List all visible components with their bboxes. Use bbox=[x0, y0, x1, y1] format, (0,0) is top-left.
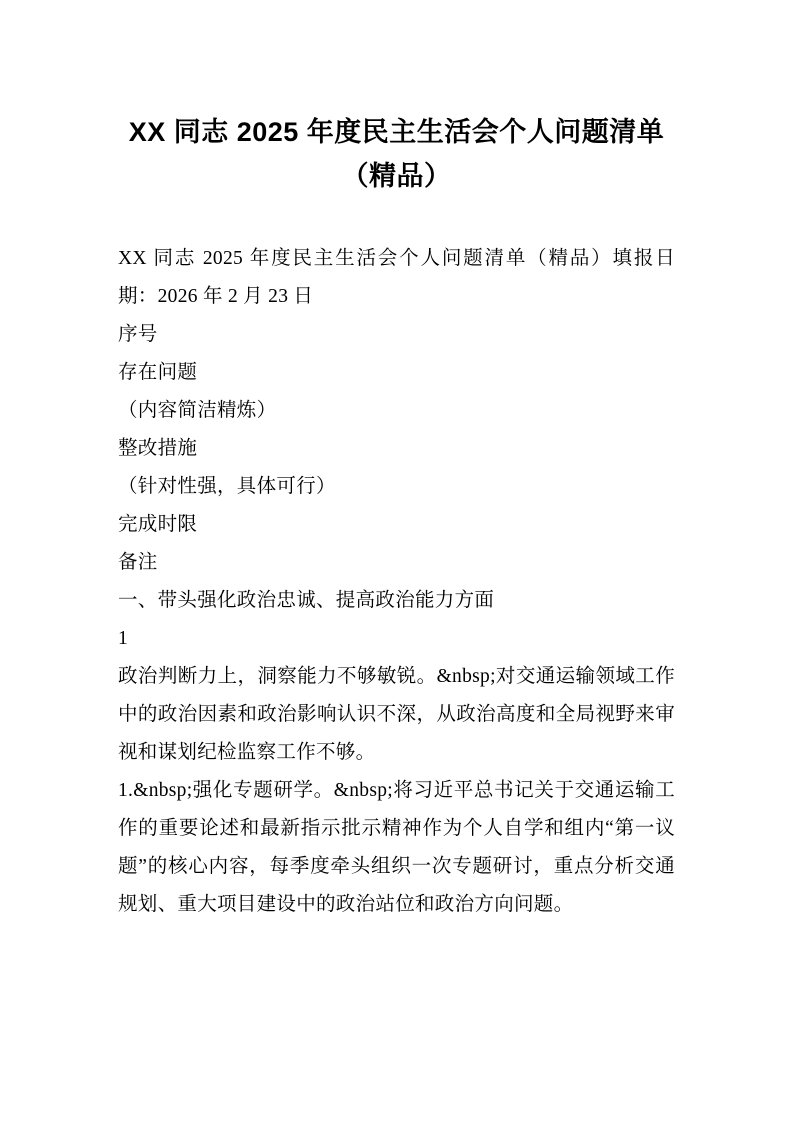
paragraph: 政治判断力上，洞察能力不够敏锐。&nbsp;对交通运输领域工作中的政治因素和政治影响认识不深，从政治高度和全局视野来审视和谋划纪检监察工作不够。 bbox=[118, 666, 675, 763]
paragraph: 序号 bbox=[118, 324, 158, 345]
paragraph: 1 bbox=[118, 628, 129, 649]
section-heading: 一、带头强化政治忠诚、提高政治能力方面 bbox=[118, 590, 495, 611]
paragraph: 1.&nbsp;强化专题研学。&nbsp;将习近平总书记关于交通运输工作的重要论述和最新指示批示精神作为个人自学和组内“第一议题”的核心内容，每季度牵头组织一次专题研讨，重点分析交通规划、重大项目建设中的政治站位和政治方向问题。 bbox=[118, 780, 675, 915]
paragraph: XX 同志 2025 年度民主生活会个人问题清单（精品）填报日期：2026 年 2 月 23 日 bbox=[118, 248, 675, 307]
paragraph: 整改措施 bbox=[118, 438, 198, 459]
paragraph: 存在问题 bbox=[118, 362, 198, 383]
paragraph: （内容简洁精炼） bbox=[118, 400, 277, 421]
document-body bbox=[118, 240, 675, 924]
page-title: XX 同志 2025 年度民主生活会个人问题清单（精品） bbox=[128, 117, 665, 191]
paragraph: 备注 bbox=[118, 552, 158, 573]
paragraph: 完成时限 bbox=[118, 514, 198, 535]
paragraph: （针对性强，具体可行） bbox=[118, 476, 336, 497]
